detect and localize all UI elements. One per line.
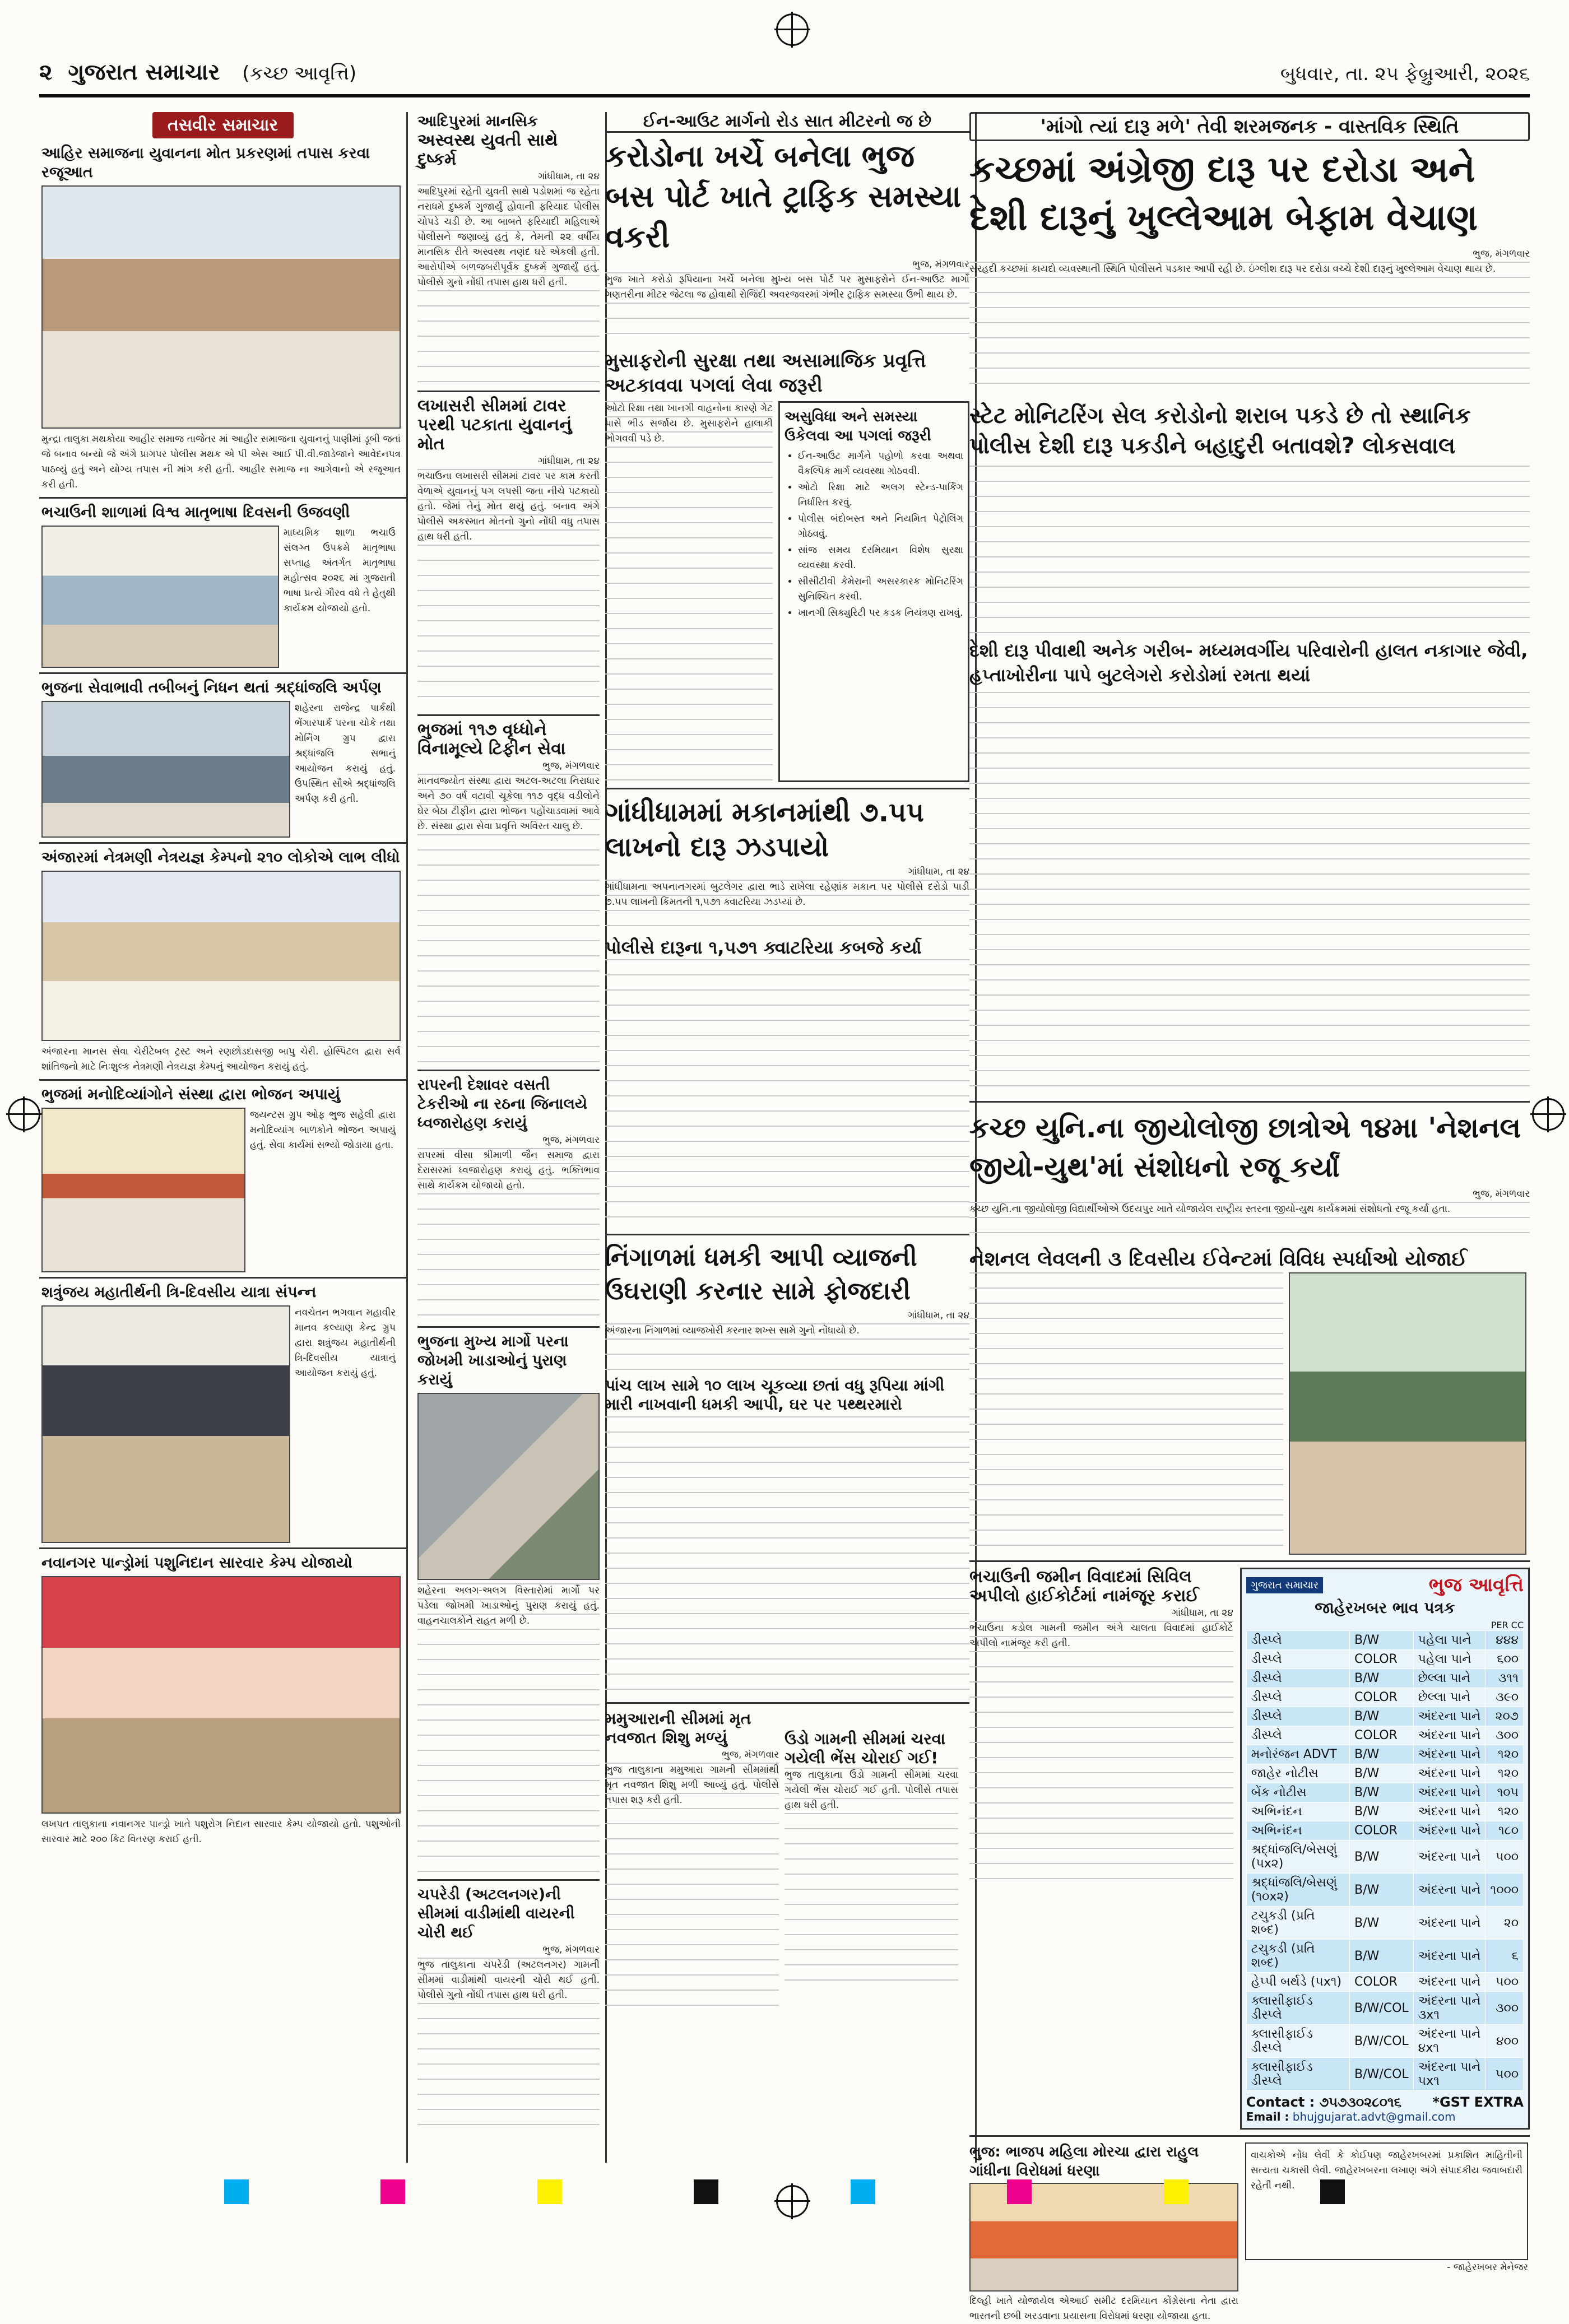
divider bbox=[39, 1079, 406, 1081]
rate-type: ટચુકડી (પ્રતિ શબ્દ) bbox=[1246, 1907, 1349, 1940]
rate-type: ટચુકડી (પ્રતિ શબ્દ) bbox=[1246, 1940, 1349, 1973]
story-text: કચ્છ યુનિ.ના જીયોલોજી વિદ્યાર્થીઓએ ઉદયપુર ખાતે યોજાયેલ રાષ્ટ્રીય સ્તરના જીયો-યુથ કાર્યક્રમમાં સંશોધનો રજૂ કર્યા હતા. bbox=[969, 1202, 1530, 1247]
rates-row bbox=[1246, 1783, 1523, 1802]
rate-type: ડીસ્પ્લે bbox=[1246, 1631, 1349, 1650]
rate-value: ૬૦૦ bbox=[1486, 1650, 1524, 1669]
solution-item: • પોલીસ બંદોબસ્ત અને નિયમિત પેટ્રોલિંગ ગોઠવવું. bbox=[798, 512, 963, 542]
rate-page: અંદરના પાને bbox=[1413, 1973, 1486, 1992]
brief-story bbox=[417, 112, 600, 386]
divider bbox=[417, 1879, 600, 1881]
photo-news-box-title: તસવીર સમાચાર bbox=[152, 112, 294, 138]
dateline: ગાંધીધામ, તા ૨૪ bbox=[907, 866, 969, 877]
text-filler bbox=[969, 692, 1530, 1095]
rate-value: ૩૯૦ bbox=[1486, 1688, 1524, 1707]
photo-animal-camp bbox=[41, 1576, 401, 1814]
photo-pilgrimage-bus bbox=[41, 1305, 290, 1543]
court-story bbox=[969, 1568, 1233, 1884]
rate-type: ડીસ્પ્લે bbox=[1246, 1726, 1349, 1745]
story-text: શહેરના રાજેન્દ્ર પાર્કથી ભેંગારપાર્ક પરના ચોકે તથા મોર્નિંગ ગ્રુપ દ્વારા શ્રદ્ધાંજલિ સભાનું આયોજન કરાયું હતું. ઉપસ્થિત સૌએ શ્રદ્ધાંજલિ અર્પણ કરી હતી. bbox=[295, 703, 396, 805]
rate-mode: B/W/COL bbox=[1350, 2025, 1414, 2058]
disclaimer-sign: - જાહેરખબર મેનેજર bbox=[1447, 2262, 1528, 2273]
divider bbox=[39, 672, 406, 674]
rate-page: અંદરના પાને bbox=[1413, 1940, 1486, 1973]
rate-value: ૪૪૪ bbox=[1486, 1631, 1524, 1650]
rates-row bbox=[1246, 2058, 1523, 2091]
divider bbox=[969, 1560, 1530, 1562]
rate-mode: B/W bbox=[1350, 1940, 1414, 1973]
photo-story bbox=[39, 144, 406, 492]
story-text: દિલ્હી ખાતે યોજાયેલ એઆઈ સમીટ દરમિયાન કોંગ્રેસના નેતા દ્વારા ભારતની છબી ખરડવાના પ્રયાસના વિરોધમાં ધરણા યોજાયા હતા. bbox=[969, 2295, 1238, 2322]
brief-story bbox=[417, 1885, 600, 2126]
story-text: સરહદી કચ્છમાં કાયદો વ્યવસ્થાની સ્થિતિ પોલીસને પડકાર આપી રહી છે. ઇંગ્લીશ દારૂ પર દરોડા વચ્ચે દેશી દારૂનું ખુલ્લેઆમ વેચાણ થાય છે. bbox=[969, 262, 1530, 396]
rate-type: અભિનંદન bbox=[1246, 1802, 1349, 1821]
protest-story bbox=[969, 2142, 1238, 2324]
photo-story bbox=[39, 1283, 406, 1543]
story-subhead: પાંચ લાખ સામે ૧૦ લાખ ચૂકવ્યા છતાં વધુ રૂપિયા માંગી મારી નાખવાની ધમકી આપી, ઘર પર પથ્થરમારો bbox=[605, 1376, 945, 1414]
rate-value: ૧૮૦ bbox=[1486, 1821, 1524, 1840]
rates-row bbox=[1246, 1707, 1523, 1726]
story-subhead: નેશનલ લેવલની ૩ દિવસીય ઈવેન્ટમાં વિવિધ સ્પર્ધાઓ યોજાઈ bbox=[969, 1248, 1468, 1271]
rate-mode: COLOR bbox=[1350, 1821, 1414, 1840]
rate-type: ડીસ્પ્લે bbox=[1246, 1688, 1349, 1707]
story-title: ભુજ: ભાજપ મહિલા મોરચા દ્વારા રાહુલ ગાંધીના વિરોધમાં ધરણા bbox=[969, 2144, 1199, 2179]
column-lead-story bbox=[969, 112, 1530, 2322]
story-title: કચ્છ યુનિ.ના જીયોલોજી છાત્રોએ ૧૪મા 'નેશનલ જીયો-યુથ'માં સંશોધનો રજૂ કર્યાં bbox=[969, 1112, 1521, 1183]
story-title: ભચાઉની શાળામાં વિશ્વ માતૃભાષા દિવસની ઉજવણી bbox=[41, 504, 350, 521]
rate-mode: B/W/COL bbox=[1350, 1992, 1414, 2025]
rate-value: ૫૦૦ bbox=[1486, 2058, 1524, 2091]
rates-unit: PER CC bbox=[1491, 1620, 1524, 1630]
rate-page: અંદરના પાને bbox=[1413, 1907, 1486, 1940]
rate-type: શ્રદ્ધાંજલિ/બેસણું (૧૦x૨) bbox=[1246, 1874, 1349, 1907]
solutions-box bbox=[778, 401, 969, 782]
story-text: માધ્યમિક શાળા ભચાઉ સંલગ્ન ઉપક્રમે માતૃભાષા સપ્તાહ અંતર્ગત માતૃભાષા મહોત્સવ ૨૦૨૬ માં ગુજરાતી ભાષા પ્રત્યે ગૌરવ વધે તે હેતુથી કાર્યક્રમ યોજાયો હતો. bbox=[284, 527, 396, 614]
divider bbox=[605, 788, 969, 789]
divider bbox=[39, 1277, 406, 1279]
rates-row bbox=[1246, 1764, 1523, 1783]
story-subhead: દેશી દારૂ પીવાથી અનેક ગરીબ- મધ્યમવર્ગીય પરિવારોની હાલત નકાગાર જેવી, હપ્તાખોરીના પાપે બુટલેગરો કરોડોમાં રમતા થયાં bbox=[969, 640, 1528, 686]
cyan-swatch bbox=[851, 2179, 875, 2204]
black-swatch bbox=[694, 2179, 718, 2204]
story-title: ભુજના મુખ્ય માર્ગો પરના જોખમી ખાડાઓનું પુરાણ કરાયું bbox=[417, 1333, 569, 1388]
rate-page: છેલ્લા પાને bbox=[1413, 1688, 1486, 1707]
registration-mark bbox=[8, 1098, 40, 1131]
rate-page: અંદરના પાને ૩x૧ bbox=[1413, 1992, 1486, 2025]
story-title: ભુજના સેવાભાવી તબીબનું નિધન થતાં શ્રદ્ધાંજલિ અર્પણ bbox=[41, 679, 382, 696]
rate-mode: B/W bbox=[1350, 1764, 1414, 1783]
story-title: નિંગાળમાં ધમકી આપી વ્યાજની ઉઘરાણી કરનાર સામે ફોજદારી bbox=[605, 1243, 917, 1305]
rates-email bbox=[1246, 2110, 1524, 2123]
rate-value: ૨૦ bbox=[1486, 1907, 1524, 1940]
masthead bbox=[39, 55, 1530, 97]
rate-page: અંદરના પાને bbox=[1413, 1783, 1486, 1802]
rate-value: ૫૦૦ bbox=[1486, 1840, 1524, 1874]
rate-value: ૩૦૦ bbox=[1486, 1992, 1524, 2025]
dateline: ભુજ, મંગળવાર bbox=[1473, 1188, 1530, 1200]
yellow-swatch bbox=[1164, 2179, 1189, 2204]
rates-row bbox=[1246, 1669, 1523, 1688]
rates-title: જાહેરખબર ભાવ પત્રક bbox=[1315, 1598, 1455, 1617]
dateline: ભુજ, મંગળવાર bbox=[912, 259, 969, 270]
edition-label: (કચ્છ આવૃત્તિ) bbox=[242, 62, 357, 85]
dateline: ગાંધીધામ, તા ૨૪ bbox=[537, 455, 600, 467]
story-text: ભુજ તાલુકાના ચપરેડી (અટલનગર) ગામની સીમમાં વાડીમાંથી વાયરની ચોરી થઈ હતી. પોલીસે ગુનો નોંધી તપાસ હાથ ધરી હતી. bbox=[417, 1958, 600, 2126]
text-filler bbox=[605, 959, 969, 1228]
rate-value: ૨૦૭ bbox=[1486, 1707, 1524, 1726]
story-title: શત્રુંજય મહાતીર્થની ત્રિ-દિવસીય યાત્રા સંપન્ન bbox=[41, 1284, 317, 1301]
contact-label: Contact : bbox=[1246, 2094, 1315, 2110]
rate-value: ૧૨૦ bbox=[1486, 1745, 1524, 1764]
rate-mode: B/W bbox=[1350, 1669, 1414, 1688]
column-briefs bbox=[412, 112, 607, 2163]
photo-story bbox=[39, 1554, 406, 1847]
rate-page: પહેલા પાને bbox=[1413, 1631, 1486, 1650]
brief-story bbox=[417, 1076, 600, 1322]
rate-page: છેલ્લા પાને bbox=[1413, 1669, 1486, 1688]
photo-story bbox=[39, 678, 406, 838]
rate-type: અભિનંદન bbox=[1246, 1821, 1349, 1840]
divider bbox=[969, 2135, 1530, 2137]
rate-mode: COLOR bbox=[1350, 1973, 1414, 1992]
liquor-seizure-story bbox=[605, 795, 969, 1228]
story-subhead: પોલીસે દારૂના ૧,૫૭૧ ક્વાટરિયા કબજે કર્યા bbox=[605, 937, 922, 958]
rate-mode: B/W bbox=[1350, 1802, 1414, 1821]
story-title: આહિર સમાજના યુવાનના મોત પ્રકરણમાં તપાસ કરવા રજૂઆત bbox=[41, 145, 370, 181]
divider bbox=[417, 391, 600, 392]
rate-page: અંદરના પાને bbox=[1413, 1707, 1486, 1726]
photo-story bbox=[39, 1085, 406, 1272]
rate-type: ડીસ્પ્લે bbox=[1246, 1707, 1349, 1726]
rates-contact bbox=[1246, 2094, 1524, 2110]
rate-mode: B/W bbox=[1350, 1840, 1414, 1874]
rate-mode: COLOR bbox=[1350, 1726, 1414, 1745]
text-filler bbox=[969, 1272, 1283, 1553]
divider bbox=[39, 842, 406, 844]
rate-type: જાહેર નોટીસ bbox=[1246, 1764, 1349, 1783]
story-text: રાપરમાં વીસા શ્રીમાળી જૈન સમાજ દ્વારા દેરાસરમાં ધ્વજારોહણ કરાયું હતું. ભક્તિભાવ સાથે કાર્યક્રમ યોજાયો હતો. bbox=[417, 1148, 600, 1322]
photo-story bbox=[39, 503, 406, 668]
solutions-list bbox=[784, 449, 963, 621]
rates-row bbox=[1246, 1874, 1523, 1907]
story-title: અસ્વસ્થ યુવતી સાથે દુષ્કર્મ bbox=[417, 131, 558, 169]
busport-headline: કરોડોના ખર્ચે બનેલા ભુજ બસ પોર્ટ ખાતે ટ્રાફિક સમસ્યા વકરી bbox=[605, 131, 969, 257]
rate-mode: B/W bbox=[1350, 1707, 1414, 1726]
rate-page: અંદરના પાને bbox=[1413, 1874, 1486, 1907]
rate-type: ડીસ્પ્લે bbox=[1246, 1669, 1349, 1688]
liquor-raid-headline: કચ્છમાં અંગ્રેજી દારૂ પર દરોડા અને દેશી દારૂનું ખુલ્લેઆમ બેફામ વેચાણ bbox=[969, 149, 1478, 239]
rate-type: ડીસ્પ્લે bbox=[1246, 1650, 1349, 1669]
dateline: ભુજ, મંગળવાર bbox=[542, 1944, 600, 1955]
rates-brand: ભુજ આવૃત્તિ bbox=[1428, 1574, 1524, 1596]
divider bbox=[39, 1547, 406, 1549]
email-label: Email : bbox=[1246, 2110, 1289, 2123]
story-text: ગાંધીધામના અપનાનગરમાં બુટલેગર દ્વારા ભાડે રાખેલા રહેણાંક મકાન પર પોલીસે દરોડો પાડી ૭.૫૫ લાખની કિંમતની ૧,૫૭૧ ક્વાટરિયા ઝડપ્યાં છે. bbox=[605, 880, 969, 936]
story-title: ભચાઉની જમીન વિવાદમાં સિવિલ અપીલો હાઈકોર્ટમાં નામંજૂર કરાઈ bbox=[969, 1567, 1199, 1606]
rate-value: ૧૦૫ bbox=[1486, 1783, 1524, 1802]
rates-row bbox=[1246, 1631, 1523, 1650]
story-kicker: આદિપુરમાં માનસિક bbox=[417, 113, 538, 130]
dateline: ભુજ, મંગળવાર bbox=[1473, 248, 1530, 259]
paper-name: ગુજરાત સમાચાર bbox=[68, 59, 220, 85]
registration-mark bbox=[1532, 1098, 1565, 1131]
rate-value: ૪૦૦ bbox=[1486, 2025, 1524, 2058]
magenta-swatch bbox=[1007, 2179, 1032, 2204]
divider bbox=[605, 1702, 969, 1704]
divider bbox=[605, 1234, 969, 1235]
story-text: મુન્દ્રા તાલુકા મથકોયા આહીર સમાજ તાજેતર માં આહીર સમાજના યુવાનનું પાણીમાં ડૂબી જતાં જે બનાવ બન્યો જે અંગે પ્રાગપર પોલીસ મથક એ પી એસ આઈ પી.વી.જાડેજાને આવેદનપત્ર પાઠવ્યું હતું અને યોગ્ય તપાસ ની માંગ કરી હતી. આહીર સમાજ ના આગેવાનો એ રજૂઆત કરી હતી. bbox=[41, 434, 401, 490]
rates-table bbox=[1246, 1630, 1524, 2091]
story-text: અંજારના નિંગાળમાં વ્યાજખોરી કરનાર શખ્સ સામે ગુનો નોંધાયો છે. bbox=[605, 1323, 969, 1374]
divider bbox=[969, 1101, 1530, 1103]
rates-row bbox=[1246, 1840, 1523, 1874]
story-text: ઓટો રિક્ષા તથા ખાનગી વાહનોના કારણે ગેટ પાસે ભીડ સર્જાય છે. મુસાફરોને હાલાકી ભોગવવી પડે છે. bbox=[605, 401, 773, 782]
story-text: ભુજ તાલુકાના મમુઆરા ગામની સીમમાંથી મૃત નવજાત શિશુ મળી આવ્યું હતું. પોલીસે તપાસ શરૂ કરી હતી. bbox=[605, 1763, 779, 2009]
rate-value: ૧૨૦ bbox=[1486, 1764, 1524, 1783]
story-title: ગાંધીધામમાં મકાનમાંથી ૭.૫૫ લાખનો દારૂ ઝડપાયો bbox=[605, 797, 925, 863]
rate-page: અંદરના પાને bbox=[1413, 1802, 1486, 1821]
rates-row bbox=[1246, 1726, 1523, 1745]
brief-story bbox=[417, 397, 600, 710]
black-swatch bbox=[1320, 2179, 1345, 2204]
story-text: અંજારના માનસ સેવા ચેરીટેબલ ટ્રસ્ટ અને રણછોડદાસજી બાપુ ચેરી. હોસ્પિટલ દ્વારા સર્વ શાંતિજનો માટે નિઃશુલ્ક નેત્રમણી નેત્રયજ્ઞ કેમ્પનું આયોજન કરાયું હતું. bbox=[41, 1046, 401, 1072]
column-photo-news bbox=[39, 112, 408, 2163]
divider bbox=[417, 1326, 600, 1328]
dateline: ગાંધીધામ, તા ૨૪ bbox=[907, 1310, 969, 1321]
rates-brand-logo: ગુજરાત સમાચાર bbox=[1246, 1577, 1323, 1593]
page-date: બુધવાર, તા. ૨૫ ફેબ્રુઆરી, ૨૦૨૬ bbox=[1280, 63, 1530, 85]
rate-mode: B/W bbox=[1350, 1631, 1414, 1650]
brief-story bbox=[417, 721, 600, 1065]
contact-phone: ૭૫૭૩૦૨૮૦૧૬ bbox=[1319, 2094, 1402, 2110]
rate-page: અંદરના પાને bbox=[1413, 1821, 1486, 1840]
story-text: શહેરના અલગ-અલગ વિસ્તારોમાં માર્ગો પર પડેલા જોખમી ખાડાઓનું પુરાણ કરાયું હતું. વાહનચાલકોને રાહત મળી છે. bbox=[417, 1583, 600, 1875]
solution-item: • ખાનગી સિક્યુરિટી પર કડક નિયંત્રણ રાખવું. bbox=[798, 606, 963, 621]
photo-ahir-samaj bbox=[41, 185, 401, 429]
rate-value: ૧૨૦ bbox=[1486, 1802, 1524, 1821]
story-title: રાપરની દેશાવર વસતી ટેકરીઓ ના રઠના જિનાલયે ધ્વજારોહણ કરાયું bbox=[417, 1076, 588, 1132]
gst-note: *GST EXTRA bbox=[1432, 2094, 1524, 2110]
rate-type: બેંક નોટીસ bbox=[1246, 1783, 1349, 1802]
story-text: માનવજ્યોત સંસ્થા દ્વારા અટલ-અટલા નિરાધાર અને ૭૦ વર્ષ વટાવી ચૂકેલા ૧૧૭ વૃદ્ધ વડીલોને ઘેર બેઠા ટીફીન દ્વારા ભોજન પહોંચાડવામાં આવે છે. સંસ્થા દ્વારા સેવા પ્રવૃત્તિ અવિરત ચાલુ છે. bbox=[417, 774, 600, 1065]
story-text: ભચાઉના લખાસરી સીમમાં ટાવર પર કામ કરતી વેળાએ યુવાનનું પગ લપસી જતા નીચે પટકાયો હતો. જેમાં તેનું મોત થયું હતું. બનાવ અંગે પોલીસે અકસ્માત મોતનો ગુનો નોંધી વધુ તપાસ હાથ ધરી હતી. bbox=[417, 469, 600, 710]
rates-row bbox=[1246, 1802, 1523, 1821]
story-text: લખપત તાલુકાના નવાનગર પાન્ડ્રો ખાતે પશુરોગ નિદાન સારવાર કેમ્પ યોજાયો હતો. પશુઓની સારવાર માટે ૨૦૦ કિટ વિતરણ કરાઈ હતી. bbox=[41, 1819, 401, 1845]
rates-row bbox=[1246, 1907, 1523, 1940]
story-text: ભચાઉના કડોલ ગામની જમીન અંગે ચાલતા વિવાદમાં હાઈકોર્ટે અપીલો નામંજૂર કરી હતી. bbox=[969, 1621, 1233, 1884]
story-title: લખાસરી સીમમાં ટાવર પરથી પટકાતા યુવાનનું મોત bbox=[417, 396, 572, 454]
rates-row bbox=[1246, 1940, 1523, 1973]
rate-mode: B/W bbox=[1350, 1783, 1414, 1802]
infant-story bbox=[605, 1709, 969, 2009]
story-subhead: સ્ટેટ મોનિટરિંગ સેલ કરોડોનો શરાબ પકડે છે તો સ્થાનિક પોલીસ દેશી દારૂ પકડીને બહાદુરી બતાવશે? લોકસવાલ bbox=[969, 403, 1471, 459]
photo-food-service bbox=[41, 1108, 245, 1272]
story-title: ઉડો ગામની સીમમાં ચરવા ગયેલી ભેંસ ચોરાઈ ગઈ! bbox=[784, 1730, 945, 1767]
magenta-swatch bbox=[380, 2179, 405, 2204]
rate-page: અંદરના પાને bbox=[1413, 1764, 1486, 1783]
rates-row bbox=[1246, 1821, 1523, 1840]
rate-type: મનોરંજન ADVT bbox=[1246, 1745, 1349, 1764]
photo-school-event bbox=[41, 526, 279, 668]
rate-mode: B/W/COL bbox=[1350, 2058, 1414, 2091]
photo-geology-students bbox=[1289, 1272, 1526, 1555]
rate-value: ૬ bbox=[1486, 1940, 1524, 1973]
story-text: નવચેતન ભગવાન મહાવીર માનવ કલ્યાણ કેન્દ્ર ગ્રુપ દ્વારા શત્રુંજય મહાતીર્થની ત્રિ-દિવસીય યાત્રાનું આયોજન કરાયું હતું. bbox=[295, 1307, 396, 1379]
rate-mode: B/W bbox=[1350, 1745, 1414, 1764]
cyan-swatch bbox=[224, 2179, 249, 2204]
rate-mode: COLOR bbox=[1350, 1650, 1414, 1669]
rates-row bbox=[1246, 1650, 1523, 1669]
story-text: આદિપુરમાં રહેતી યુવતી સાથે પડોશમાં જ રહેતા નરાધમે દુષ્કર્મ ગુજાર્યું હોવાની ફરિયાદ પોલીસ ચોપડે ચડી છે. આ બાબતે ફરિયાદી મહિલાએ પોલીસને જણાવ્યું હતું કે, તેમની ૨૨ વર્ષીય માનસિક રીતે અસ્વસ્થ નણંદ ઘરે એકલી હતી. આરોપીએ બળજબરીપૂર્વક દુષ્કર્મ ગુજાર્યું હતું. પોલીસે ગુનો નોંધી તપાસ હાથ ધરી હતી. bbox=[417, 184, 600, 386]
rate-mode: B/W bbox=[1350, 1874, 1414, 1907]
color-calibration-bar bbox=[224, 2179, 1345, 2207]
divider bbox=[417, 1070, 600, 1071]
solutions-box-title: અસુવિધા અને સમસ્યા ઉકેલવા આ પગલાં જરૂરી bbox=[784, 408, 931, 444]
story-title: અંજારમાં નેત્રમણી નેત્રયજ્ઞ કેમ્પનો ૨૧૦ લોકોએ લાભ લીધો bbox=[41, 849, 400, 866]
rates-row bbox=[1246, 1745, 1523, 1764]
dateline: ભુજ, મંગળવાર bbox=[542, 760, 600, 771]
story-subhead: મુસાફરોની સુરક્ષા તથા અસામાજિક પ્રવૃત્તિ અટકાવવા પગલાં લેવા જરૂરી bbox=[605, 350, 926, 397]
page-number: ૨ bbox=[39, 59, 53, 85]
page-header-left bbox=[39, 59, 356, 85]
divider bbox=[39, 497, 406, 499]
rate-value: ૩૧૧ bbox=[1486, 1669, 1524, 1688]
rates-row bbox=[1246, 1992, 1523, 2025]
story-kicker: ઈન-આઉટ માર્ગનો રોડ સાત મીટરનો જ છે bbox=[643, 111, 932, 131]
story-title: ભુજમાં ૧૧૭ વૃધ્ધોને વિનામૂલ્યે ટિફીન સેવા bbox=[417, 720, 566, 759]
story-text: જયન્ટસ ગ્રુપ ઓફ ભુજ સહેલી દ્વારા મનોદિવ્યાંગ બાળકોને ભોજન અપાયું હતું. સેવા કાર્યમાં સભ્યો જોડાયા હતા. bbox=[250, 1109, 396, 1151]
rate-page: પહેલા પાને bbox=[1413, 1650, 1486, 1669]
rate-type: ક્લાસીફાઈડ ડીસ્પ્લે bbox=[1246, 2025, 1349, 2058]
registration-mark bbox=[776, 13, 809, 46]
rate-type: ક્લાસીફાઈડ ડીસ્પ્લે bbox=[1246, 1992, 1349, 2025]
solution-item: • ઓટો રિક્ષા માટે અલગ સ્ટેન્ડ-પાર્કિંગ નિર્ધારિત કરવું. bbox=[798, 480, 963, 510]
rate-page: અંદરના પાને ૫x૧ bbox=[1413, 2058, 1486, 2091]
rate-page: અંદરના પાને ૪x૧ bbox=[1413, 2025, 1486, 2058]
usury-story bbox=[605, 1241, 969, 1696]
photo-eye-camp bbox=[41, 871, 401, 1041]
divider bbox=[417, 714, 600, 716]
dateline: ભુજ, મંગળવાર bbox=[542, 1135, 600, 1146]
solution-item: • સાંજ સમય દરમિયાન વિશેષ સુરક્ષા વ્યવસ્થા કરવી. bbox=[798, 543, 963, 573]
dateline: ગાંધીધામ, તા ૨૪ bbox=[537, 171, 600, 182]
story-title: ચપરેડી (અટલનગર)ની સીમમાં વાડીમાંથી વાયરની ચોરી થઈ bbox=[417, 1886, 575, 1941]
photo-road-repair bbox=[417, 1393, 600, 1580]
text-filler bbox=[969, 466, 1530, 634]
rate-mode: B/W bbox=[1350, 1907, 1414, 1940]
column-main-news bbox=[600, 112, 977, 2163]
rates-row bbox=[1246, 1688, 1523, 1707]
rate-value: ૫૦૦ bbox=[1486, 1973, 1524, 1992]
geology-story bbox=[969, 1108, 1530, 1555]
text-filler bbox=[605, 1416, 969, 1696]
solution-item: • સીસીટીવી કેમેરાની અસરકારક મોનિટરિંગ સુનિશ્ચિત કરવી. bbox=[798, 574, 963, 605]
photo-story bbox=[39, 848, 406, 1075]
rate-mode: COLOR bbox=[1350, 1688, 1414, 1707]
brief-story bbox=[417, 1332, 600, 1875]
dateline: ગાંધીધામ, તા ૨૪ bbox=[1171, 1607, 1233, 1619]
rate-value: ૩૦૦ bbox=[1486, 1726, 1524, 1745]
rate-page: અંદરના પાને bbox=[1413, 1840, 1486, 1874]
yellow-swatch bbox=[537, 2179, 562, 2204]
rate-type: શ્રદ્ધાંજલિ/બેસણું (૫x૨) bbox=[1246, 1840, 1349, 1874]
story-text: ભુજ તાલુકાના ઉડો ગામની સીમમાં ચરવા ગયેલી ભેંસ ચોરાઈ ગઈ હતી. પોલીસે તપાસ હાથ ધરી હતી. bbox=[784, 1768, 958, 1992]
rate-page: અંદરના પાને bbox=[1413, 1745, 1486, 1764]
rate-type: ક્લાસીફાઈડ ડીસ્પ્લે bbox=[1246, 2058, 1349, 2091]
rate-type: હેપ્પી બર્થડે (૫x૧) bbox=[1246, 1973, 1349, 1992]
email-link[interactable]: bhujgujarat.advt@gmail.com bbox=[1292, 2110, 1456, 2123]
solution-item: • ઈન-આઉટ માર્ગને પહોળો કરવા અથવા વૈકલ્પિક માર્ગ વ્યવસ્થા ગોઠવવી. bbox=[798, 449, 963, 479]
story-title: ભુજમાં મનોદિવ્યાંગોને સંસ્થા દ્વારા ભોજન અપાયું bbox=[41, 1086, 341, 1103]
story-text: ભુજ ખાતે કરોડો રૂપિયાના ખર્ચે બનેલા મુખ્ય બસ પોર્ટ પર મુસાફરોને ઈન-આઉટ માર્ગો ગણતરીના મીટર જેટલા જ હોવાથી રોજિંદી અવરજવરમાં ગંભીર ટ્રાફિક સમસ્યા ઉભી થાય છે. bbox=[605, 272, 969, 345]
disclaimer-notice: વાચકોએ નોંધ લેવી કે કોઈપણ જાહેરખબરમાં પ્રકાશિત માહિતીની સત્યતા ચકાસી લેવી. જાહેરખબરના લખાણ અંગે સંપાદકીય જવાબદારી રહેતી નથી. bbox=[1245, 2142, 1528, 2260]
ad-rates-card bbox=[1240, 1568, 1530, 2130]
rates-row bbox=[1246, 2025, 1523, 2058]
lead-kicker: 'માંગો ત્યાં દારૂ મળે' તેવી શરમજનક - વાસ્તવિક સ્થિતિ bbox=[969, 112, 1530, 141]
rate-page: અંદરના પાને bbox=[1413, 1726, 1486, 1745]
rates-row bbox=[1246, 1973, 1523, 1992]
photo-tribute-meeting bbox=[41, 701, 290, 838]
story-title: નવાનગર પાન્ડ્રોમાં પશુનિદાન સારવાર કેમ્પ યોજાયો bbox=[41, 1554, 352, 1572]
rate-value: ૧૦૦૦ bbox=[1486, 1874, 1524, 1907]
story-title: મમુઆરાની સીમમાં મૃત નવજાત શિશુ મળ્યું bbox=[605, 1709, 751, 1747]
dateline: ભુજ, મંગળવાર bbox=[722, 1749, 779, 1760]
